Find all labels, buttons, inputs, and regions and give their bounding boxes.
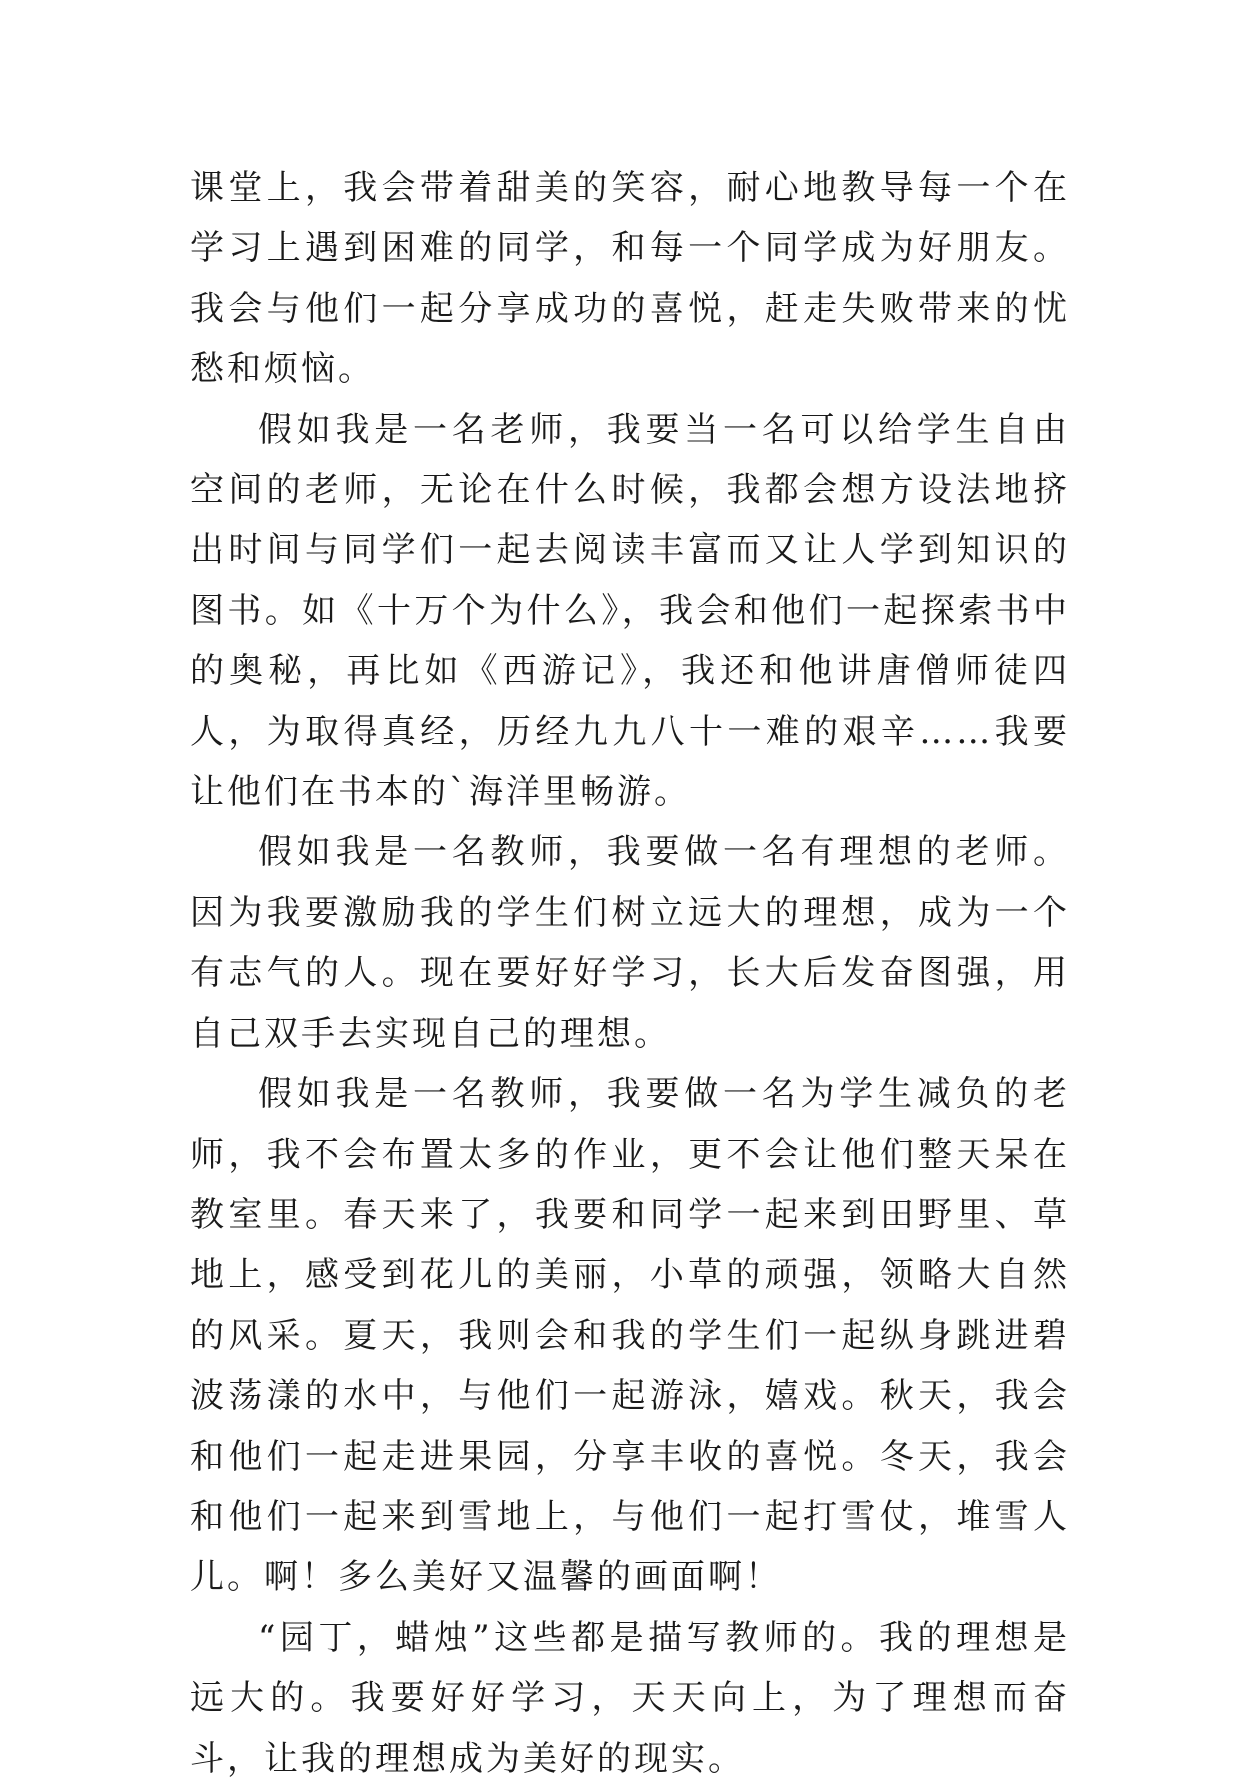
document-body — [190, 158, 1070, 1789]
paragraph-5: “园丁，蜡烛”这些都是描写教师的。我的理想是远大的。我要好好学习，天天向上，为了理想而奋斗，让我的理想成为美好的现实。 — [190, 1617, 1070, 1779]
paragraph-2: 假如我是一名老师，我要当一名可以给学生自由空间的老师，无论在什么时候，我都会想方设法地挤出时间与同学们一起去阅读丰富而又让人学到知识的图书。如《十万个为什么》，我会和他们一起探索书中的奥秘，再比如《西游记》，我还和他讲唐僧师徒四人，为取得真经，历经九九八十一难的艰辛……我要让他们在书本的`海洋里畅游。 — [190, 409, 1070, 813]
paragraph-1: 课堂上，我会带着甜美的笑容，耐心地教导每一个在学习上遇到困难的同学，和每一个同学成为好朋友。我会与他们一起分享成功的喜悦，赶走失败带来的忧愁和烦恼。 — [190, 168, 1070, 390]
paragraph-4: 假如我是一名教师，我要做一名为学生减负的老师，我不会布置太多的作业，更不会让他们整天呆在教室里。春天来了，我要和同学一起来到田野里、草地上，感受到花儿的美丽，小草的顽强，领略大自然的风采。夏天，我则会和我的学生们一起纵身跳进碧波荡漾的水中，与他们一起游泳，嬉戏。秋天，我会和他们一起走进果园，分享丰收的喜悦。冬天，我会和他们一起来到雪地上，与他们一起打雪仗，堆雪人儿。啊！多么美好又温馨的画面啊！ — [190, 1074, 1070, 1598]
paragraph-3: 假如我是一名教师，我要做一名有理想的老师。因为我要激励我的学生们树立远大的理想，成为一个有志气的人。现在要好好学习，长大后发奋图强，用自己双手去实现自己的理想。 — [190, 832, 1070, 1054]
